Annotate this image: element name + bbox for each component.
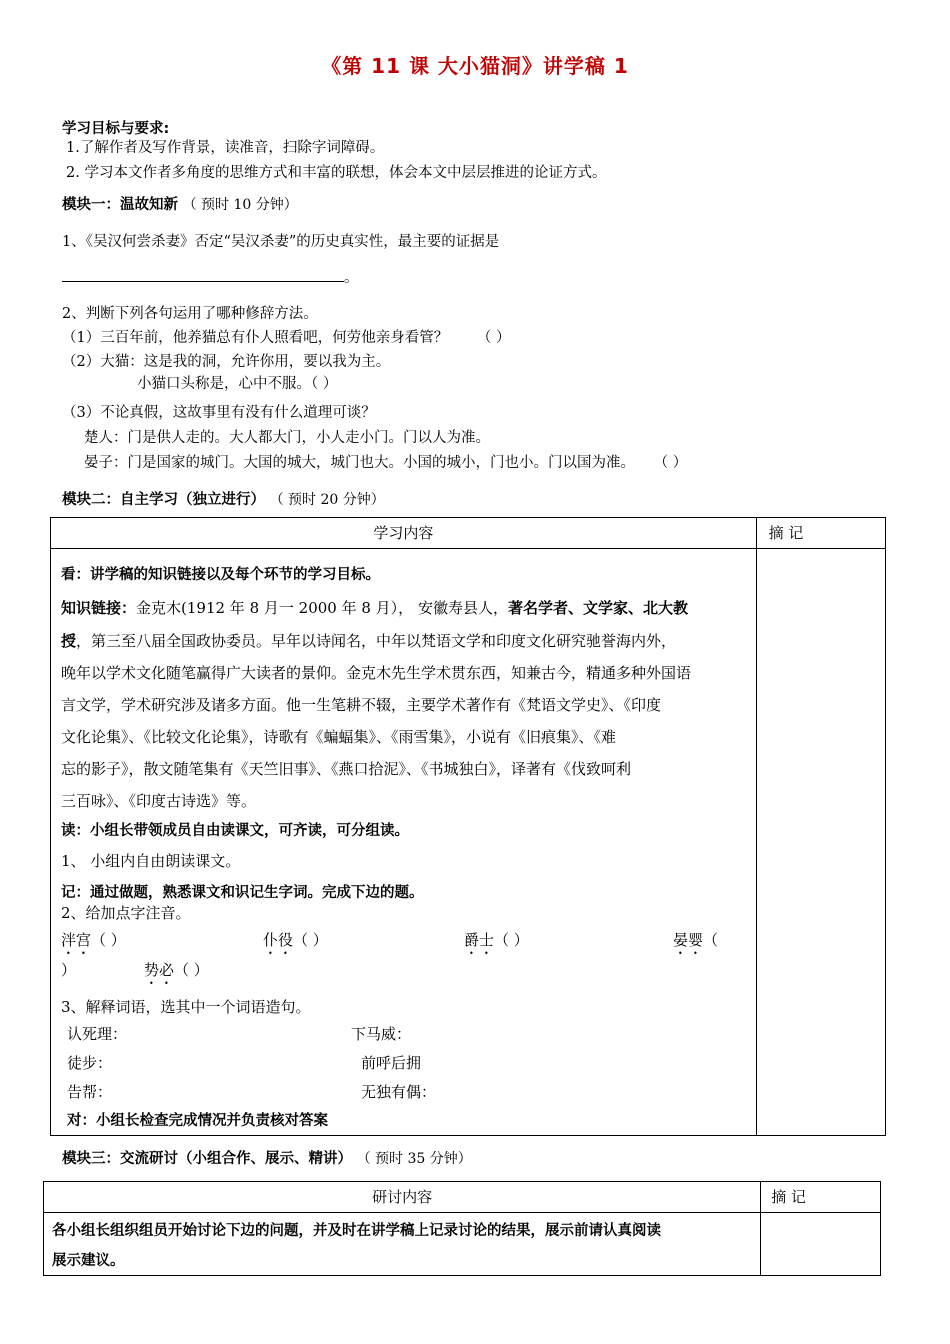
answer-paren[interactable]: （ ） xyxy=(174,961,209,979)
m1-question-2: 2、判断下列各句运用了哪种修辞方法。 xyxy=(62,306,318,322)
m1-q2-item-3a: 楚人：门是供人走的。大人都大门，小人走小门。门以人为准。 xyxy=(84,430,490,446)
pinyin-paren-close: ） xyxy=(61,961,77,979)
answer-blank[interactable] xyxy=(62,265,344,282)
discussion-line: 各小组长组织组员开始讨论下边的问题，并及时在讲学稿上记录讨论的结果，展示前请认真阅读 xyxy=(52,1223,661,1239)
check-instruction: 对：小组长检查完成情况并负责核对答案 xyxy=(67,1113,328,1129)
module3-heading-row xyxy=(62,1147,472,1168)
answer-paren[interactable]: （ ） xyxy=(494,931,529,949)
col-header-notes: 摘 记 xyxy=(761,1182,881,1213)
m1-q2-item-3b xyxy=(84,451,687,472)
page-title: 《第 11 课 大小猫洞》讲学稿 1 xyxy=(321,54,629,78)
m1-q1-answer-row xyxy=(62,265,359,287)
module1-heading-row xyxy=(62,193,298,214)
answer-paren[interactable]: （ ） xyxy=(476,330,511,346)
knowledge-line: 三百咏》、《印度古诗选》等。 xyxy=(61,792,257,810)
read-instruction: 读：小组长带领成员自由读课文，可齐读，可分组读。 xyxy=(61,823,409,839)
module2-heading-row xyxy=(62,488,385,509)
knowledge-line: 知识链接：金克木(1912 年 8 月一 2000 年 8 月）， 安徽寿县人，著名学者、文学家、北大教 xyxy=(61,599,688,617)
module3-time: （ 预时 35 分钟） xyxy=(356,1151,472,1167)
objective-item: 1.了解作者及写作背景，读准音，扫除字词障碍。 xyxy=(66,140,385,156)
col-header-content: 学习内容 xyxy=(51,518,757,549)
objective-item: 2. 学习本文作者多角度的思维方式和丰富的联想，体会本文中层层推进的论证方式。 xyxy=(66,165,607,181)
pinyin-item xyxy=(263,929,328,958)
sentence: （1）三百年前，他养猫总有仆人照看吧，何劳他亲身看管？ xyxy=(62,330,449,346)
knowledge-line: 言文学，学术研究涉及诸多方面。他一生笔耕不辍，主要学术著作有《梵语文学史》、《印度 xyxy=(61,696,662,714)
pinyin-question: 2、给加点字注音。 xyxy=(61,904,191,922)
knowledge-bold: 著名学者、文学家、北大教 xyxy=(507,599,688,617)
knowledge-line: 授，第三至八届全国政协委员。早年以诗闻名，中年以梵语文学和印度文化研究驰誉海内外， xyxy=(61,632,677,650)
knowledge-label: 知识链接： xyxy=(61,599,137,617)
knowledge-line: 忘的影子》，散文随笔集有《天竺旧事》、《燕口拾泥》、《书城独白》，译著有《伐致呵利 xyxy=(61,760,632,778)
m1-q2-item-1 xyxy=(62,326,510,347)
notes-cell[interactable] xyxy=(756,549,885,1136)
pinyin-item xyxy=(673,929,718,958)
answer-paren[interactable]: （ ） xyxy=(293,931,328,949)
col-header-content: 研讨内容 xyxy=(44,1182,761,1213)
period: 。 xyxy=(344,270,359,286)
dotted-word: 晏婴 xyxy=(673,931,704,949)
m1-q2-item-2b: 小猫口头称是，心中不服。（ ） xyxy=(137,376,338,392)
knowledge-line: 文化论集》、《比较文化论集》，诗歌有《蝙蝠集》、《雨雪集》，小说有《旧痕集》、《难 xyxy=(61,728,617,746)
notes-cell[interactable] xyxy=(761,1213,881,1276)
vocab-right: 下马威： xyxy=(351,1025,412,1043)
module3-heading: 模块三：交流研讨（小组合作、展示、精讲） xyxy=(62,1151,352,1167)
dotted-word: 爵士 xyxy=(464,931,495,949)
discussion-line: 展示建议。 xyxy=(52,1253,125,1269)
pinyin-item xyxy=(61,929,126,958)
knowledge-bold: 授 xyxy=(61,632,77,650)
module1-time: （ 预时 10 分钟） xyxy=(182,197,298,213)
module3-table xyxy=(43,1181,881,1276)
module2-heading: 模块二：自主学习（独立进行） xyxy=(62,492,265,508)
module2-time: （ 预时 20 分钟） xyxy=(269,492,385,508)
pinyin-item xyxy=(464,929,529,958)
content-cell xyxy=(51,549,757,1136)
answer-paren[interactable]: （ xyxy=(703,931,719,949)
look-instruction: 看：讲学稿的知识链接以及每个环节的学习目标。 xyxy=(61,567,380,583)
dotted-word: 泮宫 xyxy=(61,931,92,949)
vocab-left: 告帮： xyxy=(67,1083,113,1101)
m1-q2-item-3: （3）不论真假，这故事里有没有什么道理可谈？ xyxy=(62,405,376,421)
module2-table xyxy=(50,517,886,1136)
pinyin-item xyxy=(144,959,209,988)
sentence: 晏子：门是国家的城门。大国的城大，城门也大。小国的城小，门也小。门以国为准。 xyxy=(84,455,635,471)
note-instruction: 记：通过做题，熟悉课文和识记生字词。完成下边的题。 xyxy=(61,885,424,901)
col-header-notes: 摘 记 xyxy=(756,518,885,549)
vocab-right: 前呼后拥 xyxy=(361,1054,422,1072)
m1-q2-item-2a: （2）大猫：这是我的洞，允许你用，要以我为主。 xyxy=(62,354,391,370)
vocab-right: 无独有偶： xyxy=(361,1083,437,1101)
dotted-word: 势必 xyxy=(144,961,175,979)
objectives-heading: 学习目标与要求: xyxy=(62,121,170,137)
vocab-question: 3、解释词语，选其中一个词语造句。 xyxy=(61,998,311,1016)
answer-paren[interactable]: （ ） xyxy=(653,455,688,471)
content-cell xyxy=(44,1213,761,1276)
dotted-word: 仆役 xyxy=(263,931,294,949)
module1-heading: 模块一：温故知新 xyxy=(62,197,178,213)
m1-question-1: 1、《吴汉何尝杀妻》否定“吴汉杀妻”的历史真实性，最主要的证据是 xyxy=(62,234,500,250)
read-item: 1、 小组内自由朗读课文。 xyxy=(61,852,241,870)
vocab-left: 徒步： xyxy=(67,1054,113,1072)
vocab-left: 认死理： xyxy=(67,1025,128,1043)
knowledge-line: 晚年以学术文化随笔赢得广大读者的景仰。金克木先生学术贯东西，知兼古今，精通多种外国语 xyxy=(61,664,692,682)
answer-paren[interactable]: （ ） xyxy=(91,931,126,949)
